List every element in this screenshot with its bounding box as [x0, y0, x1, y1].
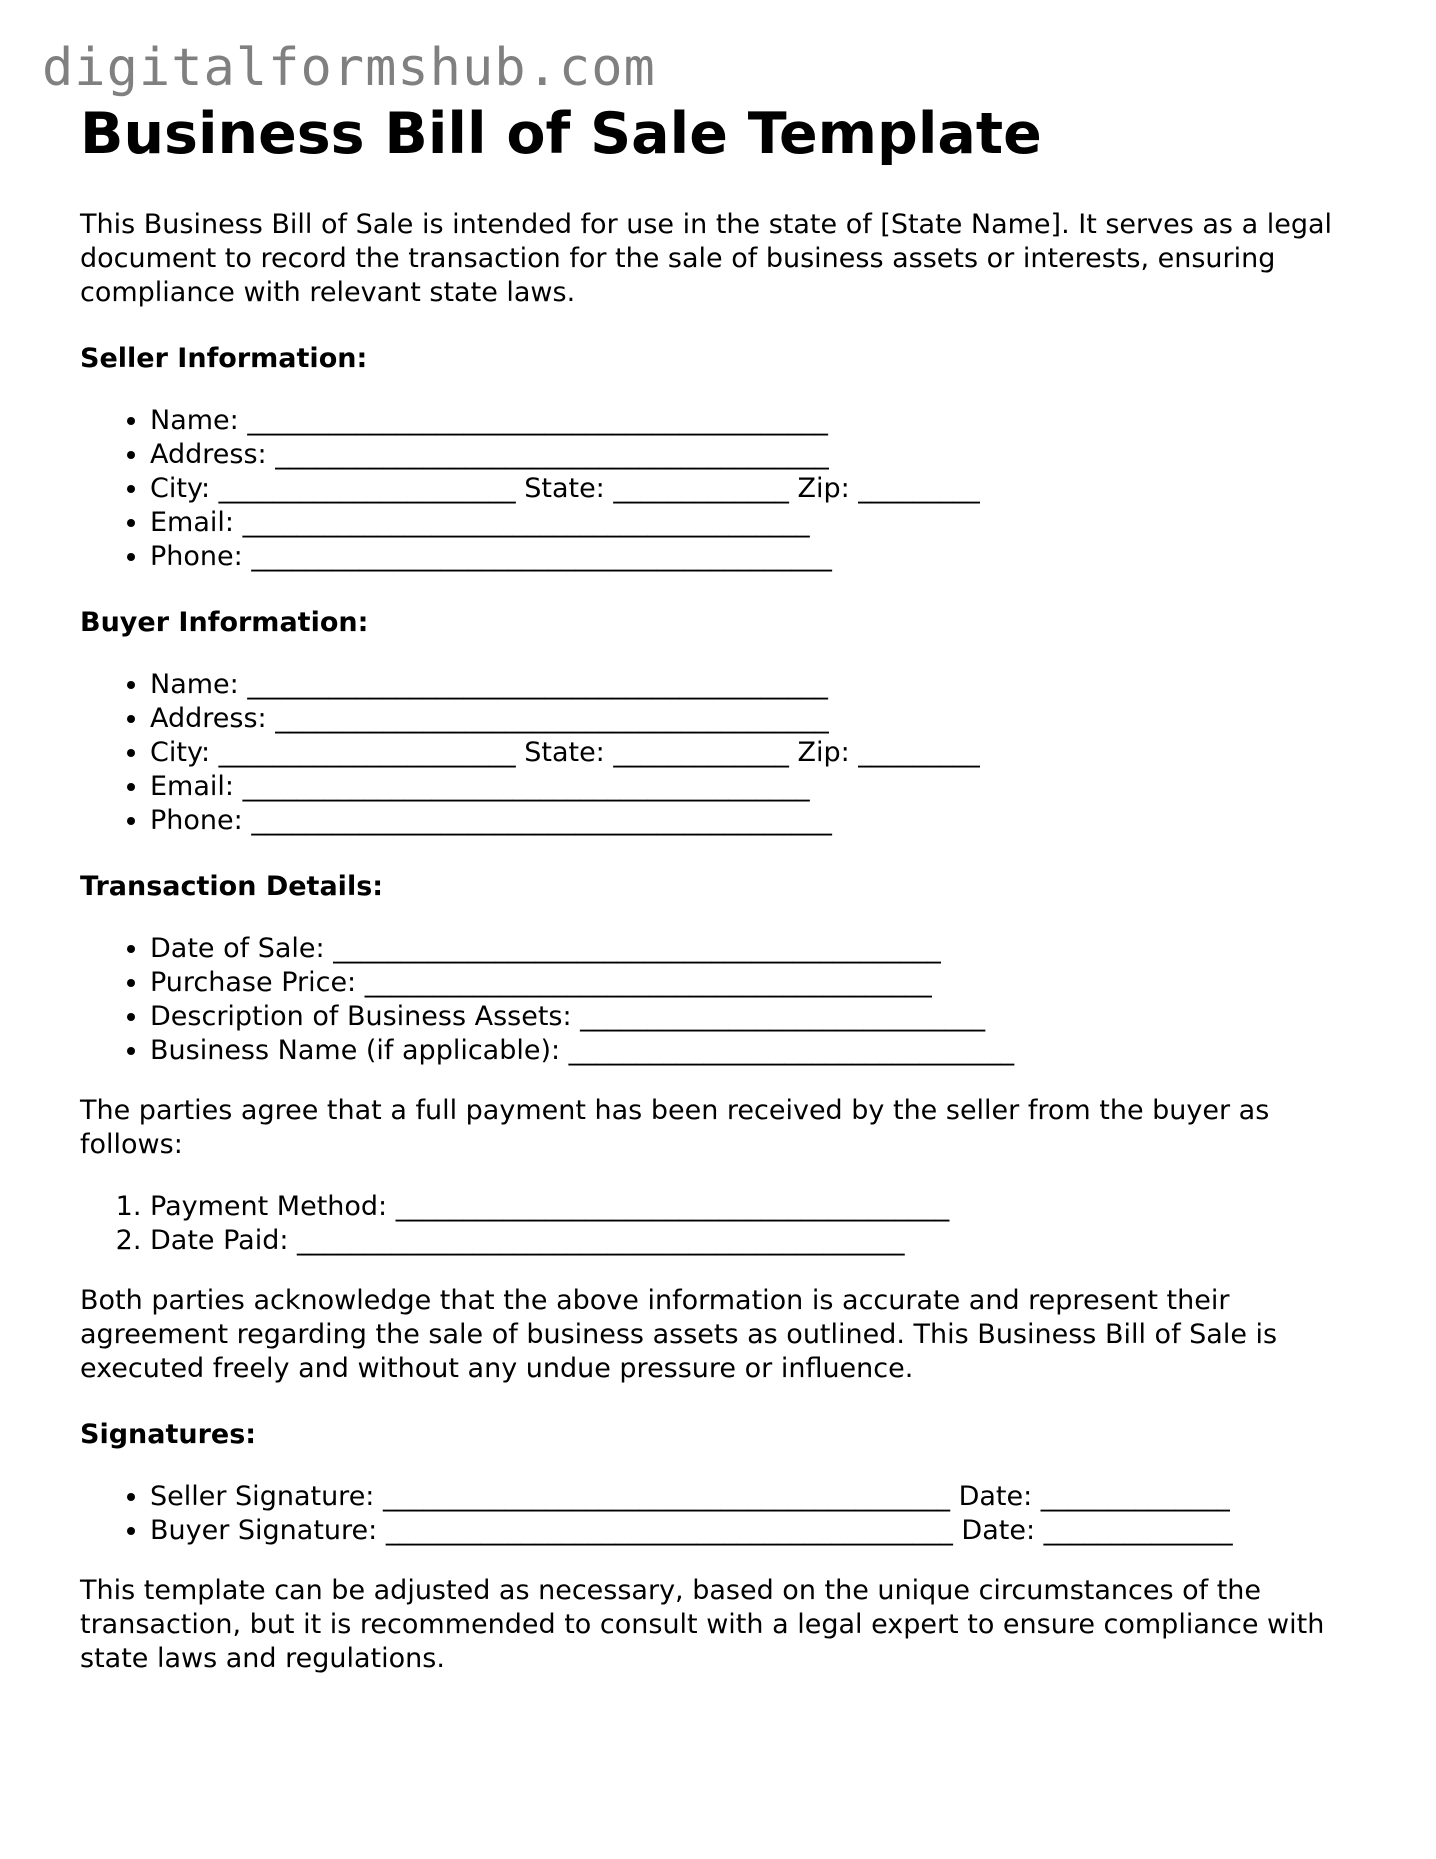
transaction-list	[80, 932, 1370, 1068]
asset-description-field[interactable]: • Description of Business Assets: ______________________________	[150, 1000, 1370, 1034]
buyer-email-field[interactable]: • Email: __________________________________________	[150, 770, 1370, 804]
signatures-heading: Signatures:	[80, 1419, 257, 1451]
seller-address-field[interactable]: • Address: _________________________________________	[150, 438, 1370, 472]
buyer-city-state-zip-field[interactable]: • City: ______________________ State: _____________ Zip: _________	[150, 736, 1370, 770]
seller-heading: Seller Information:	[80, 343, 368, 375]
business-name-field[interactable]: • Business Name (if applicable): _________________________________	[150, 1034, 1370, 1068]
purchase-price-field[interactable]: • Purchase Price: __________________________________________	[150, 966, 1370, 1000]
seller-email-field[interactable]: • Email: __________________________________________	[150, 506, 1370, 540]
date-of-sale-field[interactable]: • Date of Sale: _____________________________________________	[150, 932, 1370, 966]
watermark: digitalformshub.com	[42, 38, 656, 98]
buyer-address-field[interactable]: • Address: _________________________________________	[150, 702, 1370, 736]
payment-list	[80, 1190, 1370, 1258]
payment-paragraph: The parties agree that a full payment has been received by the seller from the buyer as follows:	[80, 1095, 1270, 1161]
date-paid-field[interactable]: 2. Date Paid: _____________________________________________	[150, 1224, 1370, 1258]
transaction-heading: Transaction Details:	[80, 871, 384, 903]
buyer-list	[80, 668, 1370, 838]
buyer-name-field[interactable]: • Name: ___________________________________________	[150, 668, 1370, 702]
seller-name-field[interactable]: • Name: ___________________________________________	[150, 404, 1370, 438]
buyer-phone-field[interactable]: • Phone: ___________________________________________	[150, 804, 1370, 838]
seller-phone-field[interactable]: • Phone: ___________________________________________	[150, 540, 1370, 574]
document-page	[80, 100, 1370, 1704]
buyer-signature-field[interactable]: • Buyer Signature: __________________________________________ Date: ______________	[150, 1514, 1370, 1548]
closing-paragraph: This template can be adjusted as necessary, based on the unique circumstances of the transaction, but it is recommended to consult with a legal expert to ensure compliance with state laws and regulations.	[80, 1575, 1325, 1675]
buyer-heading: Buyer Information:	[80, 607, 369, 639]
acknowledgment-paragraph: Both parties acknowledge that the above information is accurate and represent their agreement regarding the sale of business assets as outlined. This Business Bill of Sale is executed freely and without any undue pressure or influence.	[80, 1285, 1278, 1385]
seller-list	[80, 404, 1370, 574]
document-title: Business Bill of Sale Template	[80, 101, 1042, 167]
intro-paragraph: This Business Bill of Sale is intended for use in the state of [State Name]. It serves as a legal document to record the transaction for the sale of business assets or interests, ensuring compliance with relevant state laws.	[80, 209, 1333, 309]
signatures-list	[80, 1480, 1370, 1548]
payment-method-field[interactable]: 1. Payment Method: _________________________________________	[150, 1190, 1370, 1224]
seller-signature-field[interactable]: • Seller Signature: __________________________________________ Date: ______________	[150, 1480, 1370, 1514]
seller-city-state-zip-field[interactable]: • City: ______________________ State: _____________ Zip: _________	[150, 472, 1370, 506]
